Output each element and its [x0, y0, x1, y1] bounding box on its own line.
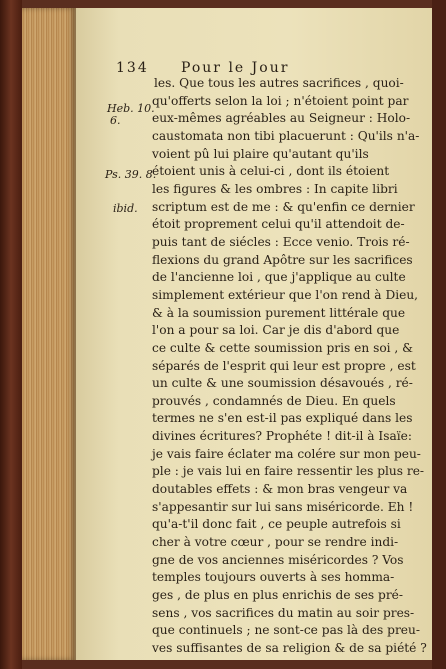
page-number: 134 — [116, 60, 149, 76]
running-title: Pour le Jour — [181, 60, 290, 76]
text-line: voient pû lui plaire qu'autant qu'ils — [152, 146, 369, 161]
page-edges — [22, 8, 76, 660]
text-line: étoient unis à celui-ci , dont ils étoient — [152, 164, 390, 179]
text-line: simplement extérieur que l'on rend à Dieu, — [152, 287, 419, 302]
text-line: caustomata non tibi placuerunt : Qu'ils n'a- — [152, 128, 420, 143]
text-line: les figures & les ombres : In capite libri — [152, 181, 398, 196]
text-line: termes ne s'en est-il pas expliqué dans les — [152, 411, 413, 426]
margin-note: Heb. 10. — [107, 102, 155, 115]
text-line: de l'ancienne loi , que j'applique au culte — [152, 270, 406, 285]
text-line: divines écritures? Prophéte ! dit-il à Isaïe: — [152, 429, 412, 444]
text-line: qu'offerts selon la loi ; n'étoient point par — [152, 93, 409, 108]
margin-note: Ps. 39. 8. — [105, 168, 157, 181]
text-line: eux-mêmes agréables au Seigneur : Holo- — [152, 111, 411, 126]
text-line: sens , vos sacrifices du matin au soir pres- — [152, 605, 415, 620]
text-line: temples toujours ouverts à ses homma- — [152, 570, 395, 585]
text-line: s'appesantir sur lui sans miséricorde. Eh ! — [152, 499, 414, 514]
text-line: cher à votre cœur , pour se rendre indi- — [152, 535, 399, 550]
text-line: que continuels ; ne sont-ce pas là des preu- — [152, 623, 420, 638]
text-line: puis tant de siécles : Ecce venio. Trois ré- — [152, 234, 410, 249]
book-cover-edge — [0, 0, 22, 669]
text-line: ple : je vais lui en faire ressentir les plus re- — [152, 464, 425, 479]
text-line: prouvés , condamnés de Dieu. En quels — [152, 393, 396, 408]
text-line: l'on a pour sa loi. Car je dis d'abord que — [152, 323, 400, 338]
text-line: ce culte & cette soumission pris en soi , & — [152, 340, 414, 355]
margin-note: ibid. — [113, 202, 138, 215]
text-line: scriptum est de me : & qu'enfin ce dernier — [152, 199, 415, 214]
text-line: les. Que tous les autres sacrifices , quoi- — [154, 76, 404, 90]
text-line: & à la soumission purement littérale que — [152, 305, 406, 320]
margin-note: 6. — [110, 114, 121, 127]
text-line: un culte & une soumission désavoués , ré- — [152, 376, 413, 391]
text-line: séparés de l'esprit qui leur est propre , est — [152, 358, 416, 373]
text-line: ves suffisantes de sa religion & de sa piété ? — [152, 641, 427, 655]
text-line: ges , de plus en plus enrichis de ses pré- — [152, 588, 403, 603]
text-line: étoit proprement celui qu'il attendoit de- — [152, 217, 405, 232]
text-line: doutables effets : & mon bras vengeur va — [152, 482, 408, 497]
page-header — [116, 60, 289, 76]
text-line: je vais faire éclater ma colére sur mon peu- — [152, 446, 421, 461]
text-line: gne de vos anciennes miséricordes ? Vos — [152, 552, 404, 567]
background-strip — [432, 0, 446, 669]
text-line: flexions du grand Apôtre sur les sacrifices — [152, 252, 413, 267]
text-line: qu'a-t'il donc fait , ce peuple autrefois si — [152, 517, 401, 532]
